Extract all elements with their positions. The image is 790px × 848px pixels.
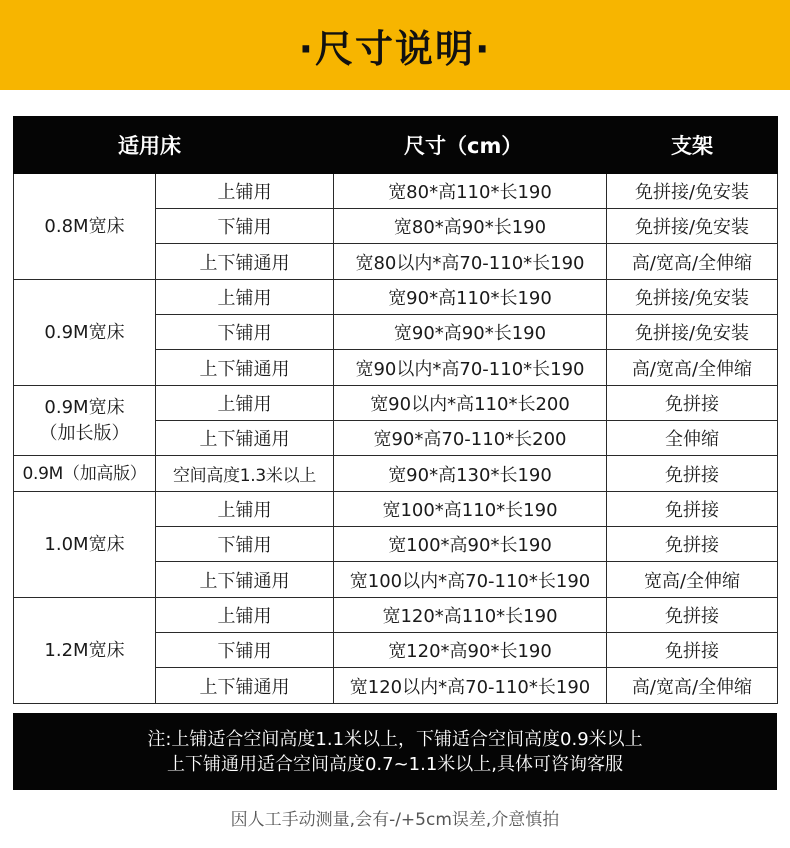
use-cell: 上下铺通用	[156, 421, 334, 456]
use-cell: 上铺用	[156, 492, 334, 527]
bed-label: 0.9M宽床	[44, 396, 125, 418]
size-cell: 宽100*高110*长190	[334, 492, 607, 527]
use-cell: 上下铺通用	[156, 668, 334, 704]
bed-cell: 0.9M（加高版）	[14, 456, 156, 492]
use-cell: 下铺用	[156, 209, 334, 244]
size-table-wrap	[13, 116, 777, 704]
page-title: ·尺寸说明·	[298, 26, 492, 71]
support-cell: 免拼接/免安装	[607, 174, 778, 209]
table-row	[14, 174, 778, 209]
use-cell: 上下铺通用	[156, 350, 334, 386]
use-cell: 下铺用	[156, 527, 334, 562]
title-banner	[0, 0, 790, 90]
support-cell: 免拼接	[607, 598, 778, 633]
table-row	[14, 386, 778, 421]
table-header-row	[14, 117, 778, 174]
use-cell: 空间高度1.3米以上	[156, 456, 334, 492]
size-cell: 宽90*高110*长190	[334, 280, 607, 315]
size-cell: 宽90*高130*长190	[334, 456, 607, 492]
size-cell: 宽120*高110*长190	[334, 598, 607, 633]
support-cell: 免拼接/免安装	[607, 280, 778, 315]
table-row	[14, 598, 778, 633]
size-cell: 宽90*高70-110*长200	[334, 421, 607, 456]
size-table	[13, 116, 778, 704]
table-row	[14, 280, 778, 315]
note-line-2: 上下铺通用适合空间高度0.7~1.1米以上,具体可咨询客服	[166, 753, 624, 775]
support-cell: 免拼接	[607, 386, 778, 421]
note-box	[13, 713, 777, 790]
table-row	[14, 492, 778, 527]
support-cell: 高/宽高/全伸缩	[607, 668, 778, 704]
note-line-1: 注:上铺适合空间高度1.1米以上，下铺适合空间高度0.9米以上	[147, 728, 643, 750]
bed-cell: 1.2M宽床	[14, 598, 156, 704]
support-cell: 全伸缩	[607, 421, 778, 456]
support-cell: 高/宽高/全伸缩	[607, 244, 778, 280]
bed-sublabel: （加长版）	[39, 422, 130, 444]
size-cell: 宽80以内*高70-110*长190	[334, 244, 607, 280]
use-cell: 上下铺通用	[156, 562, 334, 598]
footer-disclaimer: 因人工手动测量,会有-/+5cm误差,介意慎拍	[230, 810, 560, 830]
support-cell: 免拼接/免安装	[607, 209, 778, 244]
bed-cell: 0.8M宽床	[14, 174, 156, 280]
header-bed: 适用床	[14, 117, 334, 174]
use-cell: 上下铺通用	[156, 244, 334, 280]
size-cell: 宽80*高90*长190	[334, 209, 607, 244]
size-cell: 宽80*高110*长190	[334, 174, 607, 209]
header-size: 尺寸（cm）	[334, 117, 607, 174]
use-cell: 上铺用	[156, 598, 334, 633]
bed-cell	[14, 386, 156, 456]
support-cell: 免拼接	[607, 633, 778, 668]
use-cell: 上铺用	[156, 280, 334, 315]
size-cell: 宽120*高90*长190	[334, 633, 607, 668]
size-cell: 宽100以内*高70-110*长190	[334, 562, 607, 598]
support-cell: 高/宽高/全伸缩	[607, 350, 778, 386]
support-cell: 免拼接	[607, 492, 778, 527]
support-cell: 免拼接	[607, 456, 778, 492]
use-cell: 下铺用	[156, 633, 334, 668]
size-cell: 宽100*高90*长190	[334, 527, 607, 562]
size-cell: 宽90以内*高70-110*长190	[334, 350, 607, 386]
size-cell: 宽90以内*高110*长200	[334, 386, 607, 421]
support-cell: 免拼接	[607, 527, 778, 562]
size-cell: 宽120以内*高70-110*长190	[334, 668, 607, 704]
support-cell: 免拼接/免安装	[607, 315, 778, 350]
header-support: 支架	[607, 117, 778, 174]
bed-cell: 0.9M宽床	[14, 280, 156, 386]
use-cell: 上铺用	[156, 174, 334, 209]
bed-cell: 1.0M宽床	[14, 492, 156, 598]
use-cell: 上铺用	[156, 386, 334, 421]
use-cell: 下铺用	[156, 315, 334, 350]
size-cell: 宽90*高90*长190	[334, 315, 607, 350]
table-row	[14, 456, 778, 492]
support-cell: 宽高/全伸缩	[607, 562, 778, 598]
